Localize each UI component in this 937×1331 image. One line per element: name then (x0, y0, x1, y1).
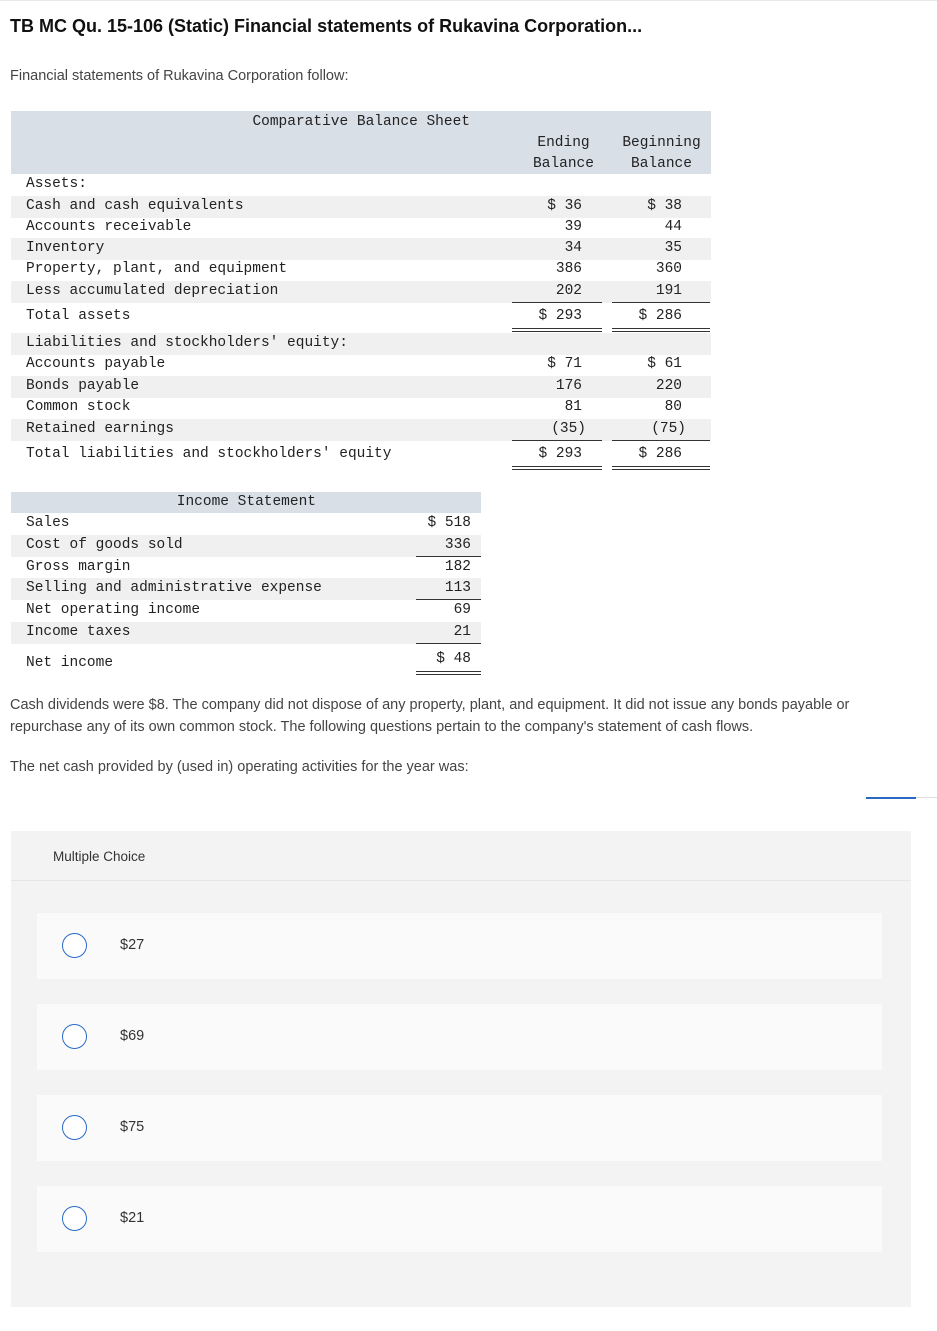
income-statement-header (11, 492, 481, 513)
table-row: Sales $ 518 (26, 515, 471, 531)
total-double-underline (416, 671, 481, 675)
table-row: Accounts receivable 39 44 (26, 219, 682, 235)
problem-paragraph: Cash dividends were $8. The company did not dispose of any property, plant, and equipment. It did not issue any bonds payable or repurchase any of its own common stock. The following questions pertain to the company's statement of cash flows. (10, 697, 850, 735)
top-divider (0, 0, 937, 1)
table-row: Total liabilities and stockholders' equity $ 293 $ 286 (26, 446, 682, 462)
total-double-underline (612, 328, 710, 332)
table-row: Inventory 34 35 (11, 238, 711, 260)
table-row: Total assets $ 293 $ 286 (26, 308, 682, 324)
progress-indicator (866, 797, 916, 799)
table-row: Assets: (26, 176, 87, 192)
table-row: Retained earnings (35) (75) (11, 419, 711, 441)
table-row: Gross margin 182 (26, 559, 471, 575)
radio-button-icon[interactable] (62, 1206, 87, 1231)
choice-option-2[interactable] (37, 1004, 882, 1070)
ending-balance-header: Ending Balance (533, 135, 594, 172)
total-double-underline (512, 328, 602, 332)
table-row: Net income $ 48 (26, 651, 471, 671)
table-row: Income taxes 21 (11, 622, 481, 644)
radio-button-icon[interactable] (62, 1024, 87, 1049)
subtotal-underline (512, 302, 602, 303)
subtotal-underline (416, 643, 481, 644)
choice-label: $75 (120, 1119, 145, 1135)
intro-text: Financial statements of Rukavina Corporation follow: (10, 68, 349, 84)
subtotal-underline (612, 440, 710, 441)
choice-option-3[interactable] (37, 1095, 882, 1161)
table-row: Cost of goods sold 336 (11, 535, 481, 557)
progress-track (916, 797, 937, 798)
balance-sheet-title: Comparative Balance Sheet (252, 114, 470, 130)
table-row: Accounts payable $ 71 $ 61 (26, 356, 682, 372)
question-title: TB MC Qu. 15-106 (Static) Financial statements of Rukavina Corporation... (10, 16, 643, 36)
table-row: Property, plant, and equipment 386 360 (26, 261, 682, 277)
multiple-choice-panel (11, 831, 911, 1307)
table-row: Cash and cash equivalents $ 36 $ 38 (11, 196, 711, 218)
choice-label: $27 (120, 937, 145, 953)
subtotal-underline (512, 440, 602, 441)
multiple-choice-label: Multiple Choice (53, 849, 146, 864)
table-row: Liabilities and stockholders' equity: (11, 333, 711, 355)
choice-option-4[interactable] (37, 1186, 882, 1252)
table-row: Less accumulated depreciation 202 191 (11, 281, 711, 303)
total-double-underline (512, 466, 602, 470)
table-row: Bonds payable 176 220 (11, 376, 711, 398)
choice-option-1[interactable] (37, 913, 882, 979)
total-double-underline (612, 466, 710, 470)
table-row: Common stock 81 80 (26, 399, 682, 415)
choice-label: $21 (120, 1210, 145, 1226)
choice-label: $69 (120, 1028, 145, 1044)
question-prompt: The net cash provided by (used in) operating activities for the year was: (10, 759, 469, 775)
income-statement-title: Income Statement (176, 494, 316, 510)
panel-divider (11, 880, 911, 881)
radio-button-icon[interactable] (62, 1115, 87, 1140)
radio-button-icon[interactable] (62, 933, 87, 958)
table-row: Selling and administrative expense 113 (11, 578, 481, 600)
balance-sheet-header (11, 111, 711, 174)
subtotal-underline (612, 302, 710, 303)
table-row: Net operating income 69 (26, 602, 471, 618)
beginning-balance-header: Beginning Balance (622, 135, 701, 172)
